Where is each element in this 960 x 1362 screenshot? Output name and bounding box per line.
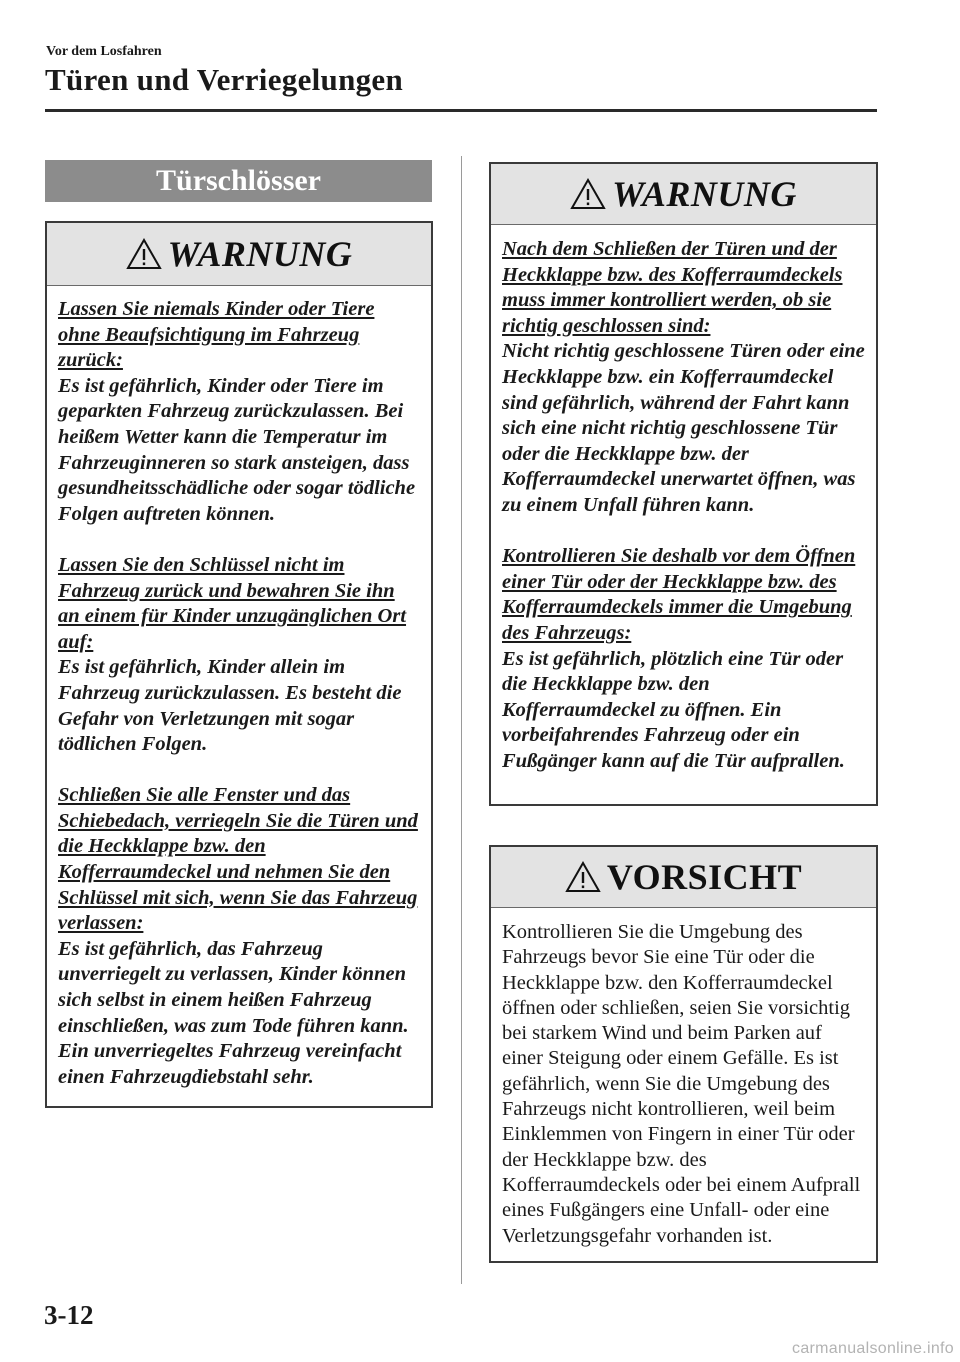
running-header-section: Vor dem Losfahren — [46, 44, 162, 59]
warning-paragraph-body: Es ist gefährlich, Kinder allein im Fahrzeug zurückzulassen. Es besteht die Gefahr von Verletzungen mit sogar tödlichen Folgen. — [58, 656, 402, 756]
warning-paragraph-heading: Schließen Sie alle Fenster und das Schiebedach, verriegeln Sie die Türen und die Heckklappe bzw. den Kofferraumdeckel und nehmen Sie den Schlüssel mit sich, wenn Sie das Fahrzeug verlassen: — [58, 784, 418, 935]
header-rule — [45, 109, 877, 112]
warning-paragraphs — [58, 297, 421, 1090]
warning-paragraph — [58, 553, 421, 758]
warning-triangle-icon — [565, 861, 601, 893]
column-divider — [461, 156, 462, 1284]
warning-heading: WARNUNG — [612, 174, 797, 214]
warning-header — [491, 164, 876, 225]
caution-text: Kontrollieren Sie die Umgebung des Fahrzeugs bevor Sie eine Tür oder die Heckklappe bzw. den Kofferraumdeckel öffnen oder schließen, seien Sie vorsichtig bei starkem Wind und beim Parken auf einer Steigung oder einem Gefälle. Es ist gefährlich, wenn Sie die Umgebung des Fahrzeugs nicht kontrollieren, weil beim Einklemmen von Fingern in einer Tür oder der Heckklappe bzw. des Kofferraumdeckels oder bei einem Aufprall eines Fußgängers eine Unfall- oder eine Verletzungsgefahr vorhanden ist. — [502, 921, 861, 1247]
warning-box-right — [489, 162, 878, 806]
section-title: Türschlösser — [45, 160, 432, 202]
page-number: 3-12 — [44, 1300, 94, 1330]
page-title: Türen und Verriegelungen — [45, 62, 404, 97]
warning-paragraph — [58, 297, 421, 527]
warning-body — [47, 286, 431, 1090]
warning-paragraph-body: Nicht richtig geschlossene Türen oder eine Heckklappe bzw. ein Kofferraumdeckel sind gefährlich, während der Fahrt kann sich eine nicht richtig geschlossene Tür oder die Heckklappe bzw. der Kofferraumdeckel unerwartet öffnen, was zu einem Unfall führen kann. — [502, 340, 865, 516]
warning-triangle-icon — [570, 178, 606, 210]
warning-paragraphs — [502, 237, 866, 774]
warning-header — [47, 223, 431, 286]
warning-body — [491, 225, 876, 774]
watermark: carmanualsonline.info — [792, 1340, 954, 1357]
warning-paragraph-body: Es ist gefährlich, Kinder oder Tiere im geparkten Fahrzeug zurückzulassen. Bei heißem Wetter kann die Temperatur im Fahrzeuginneren so stark ansteigen, dass gesundheitsschädliche oder sogar tödliche Folgen auftreten können. — [58, 374, 416, 525]
warning-paragraph-heading: Lassen Sie niemals Kinder oder Tiere ohne Beaufsichtigung im Fahrzeug zurück: — [58, 298, 375, 372]
caution-body — [491, 908, 876, 1249]
warning-paragraph-heading: Nach dem Schließen der Türen und der Heckklappe bzw. des Kofferraumdeckels muss immer kontrolliert werden, ob sie richtig geschlossen sind: — [502, 238, 843, 337]
warning-paragraph-body: Es ist gefährlich, das Fahrzeug unverriegelt zu verlassen, Kinder können sich selbst in einem heißen Fahrzeug einschließen, was zum Tode führen kann. Ein unverriegeltes Fahrzeug vereinfacht einen Fahrzeugdiebstahl sehr. — [58, 937, 409, 1088]
warning-paragraph-heading: Kontrollieren Sie deshalb vor dem Öffnen einer Tür oder der Heckklappe bzw. des Kofferraumdeckels immer die Umgebung des Fahrzeugs: — [502, 545, 856, 644]
caution-box — [489, 845, 878, 1263]
warning-box-left — [45, 221, 433, 1108]
warning-triangle-icon — [126, 238, 162, 270]
warning-paragraph — [502, 237, 866, 519]
warning-paragraph-body: Es ist gefährlich, plötzlich eine Tür oder die Heckklappe bzw. den Kofferraumdeckel zu öffnen. Ein vorbeifahrendes Fahrzeug oder ein Fußgänger kann auf die Tür aufprallen. — [502, 647, 845, 772]
warning-heading: WARNUNG — [167, 234, 353, 274]
warning-paragraph — [58, 783, 421, 1090]
warning-paragraph-heading: Lassen Sie den Schlüssel nicht im Fahrzeug zurück und bewahren Sie ihn an einem für Kinder unzugänglichen Ort auf: — [58, 553, 407, 653]
caution-header — [491, 847, 876, 908]
caution-heading: VORSICHT — [606, 857, 803, 897]
warning-paragraph — [502, 544, 866, 774]
